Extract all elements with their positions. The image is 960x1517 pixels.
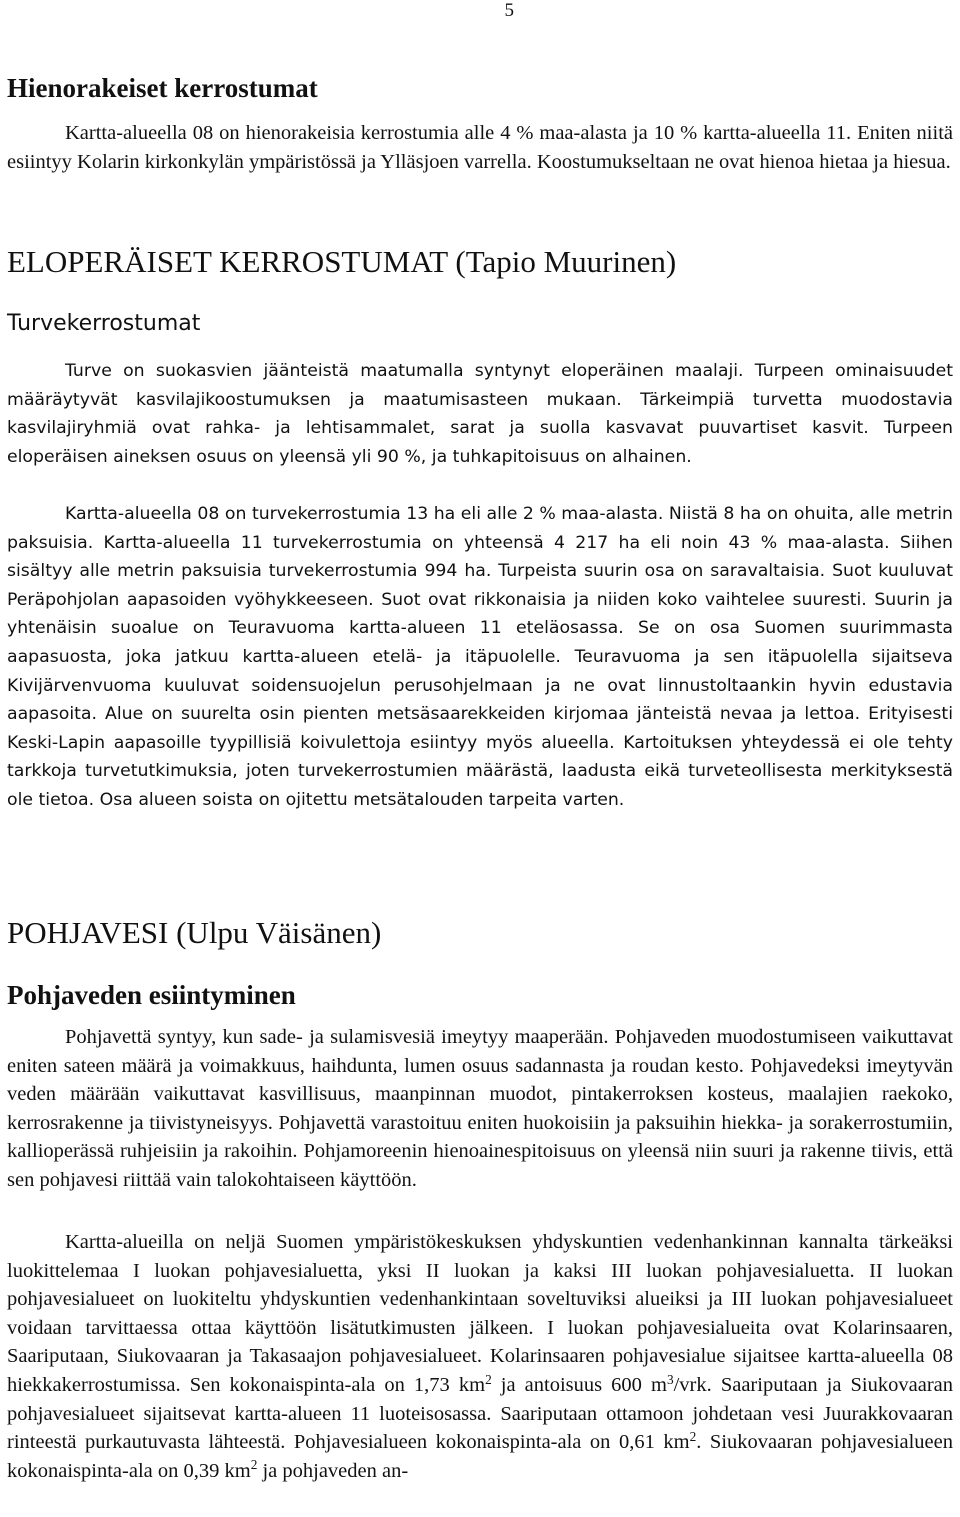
superscript: 2	[250, 1457, 258, 1473]
text-segment: . Siukovaaran pohjavesialueen kokonaispinta-ala on 0,39 km	[7, 1431, 953, 1482]
subheading-pohjaveden-esiintyminen: Pohjaveden esiintyminen	[7, 980, 296, 1010]
subheading-turvekerrostumat: Turvekerrostumat	[7, 311, 201, 336]
page-number: 5	[504, 0, 514, 21]
heading-eloperaiset: ELOPERÄISET KERROSTUMAT (Tapio Muurinen)	[7, 244, 677, 279]
superscript: 2	[485, 1371, 492, 1387]
paragraph-turve-2: Kartta-alueella 08 on turvekerrostumia 13 ha eli alle 2 % maa-alasta. Niistä 8 ha on ohuita, alle metrin paksuisia. Kartta-alueella 11 turvekerrostumia on yhteensä 4 217 ha eli noin 43 % maa-alasta. Siihen sisältyy alle metrin paksuisia turvekerrostumia 994 ha. Turpeista suurin osa on saravaltaisia. Suot kuuluvat Peräpohjolan aapasoiden vyöhykkeeseen. Suot ovat rikkonaisia ja niiden koko vaihtelee suuresti. Suurin ja yhtenäisin suoalue on Teuravuoma kartta-alueen 11 eteläosassa. Se on osa Suomen suurimmasta aapasuosta, joka jatkuu kartta-alueen etelä- ja itäpuolelle. Teuravuoma ja sen itäpuolella sijaitseva Kivijärvenvuoma kuuluvat soidensuojelun perusohjelmaan ja ne ovat linnustoltaankin hyvin edustavia aapasoita. Alue on suurelta osin pienten metsäsaarekkeiden kirjomaa jänteistä nevaa ja lettoa. Erityisesti Keski-Lapin aapasoille tyypillisiä koivulettoja esiintyy myös alueella. Kartoituksen yhteydessä ei ole tehty tarkkoja turvetutkimuksia, joten turvekerrostumien määrästä, laadusta eikä turveteollisesta merkityksestä ole tietoa. Osa alueen soista on ojitettu metsätalouden tarpeita varten.	[7, 504, 953, 810]
text-segment: ja antoisuus 600 m	[491, 1373, 667, 1396]
paragraph-pohjavesi-1: Pohjavettä syntyy, kun sade- ja sulamisvesiä imeytyy maaperään. Pohjaveden muodostumiseen vaikuttavat eniten sateen määrä ja voimakkuus, haihdunta, lumen osuus sadannasta ja roudan kesto. Pohjavedeksi imeytyvän veden määrään vaikuttavat kasvillisuus, maanpinnan muodot, pintakerroksen kosteus, maalajien raekoko, kerrosrakenne ja tiivistyneisyys. Pohjavettä varastoituu eniten huokoisiin ja paksuihin hiekka- ja sorakerrostumiin, kallioperässä ruhjeisiin ja rakoihin. Pohjamoreenin hienoainespitoisuus on yleensä niin suuri ja rakenne tiivis, että sen pohjavesi riittää vain talokohtaiseen käyttöön.	[7, 1026, 953, 1191]
superscript: 3	[666, 1371, 674, 1387]
text-segment: /vrk. Saariputaan ja Siukovaaran pohjavesialueet sijaitsevat kartta-alueen 11 luoteisosassa. Saariputaan ottamoon johdetaan vesi Juurakkovaaran rinteestä purkautuvasta lähteestä. Pohjavesialueen kokonaispinta-ala on 0,61 km	[7, 1373, 954, 1454]
paragraph-pohjavesi-2	[7, 1228, 953, 1485]
heading-hienorakeiset: Hienorakeiset kerrostumat	[7, 73, 318, 103]
text-segment: Kartta-alueilla on neljä Suomen ympäristökeskuksen yhdyskuntien vedenhankinnan kannalta tärkeäksi luokittelemaa I luokan pohjavesialuetta, yksi II luokan ja kaksi III luokan pohjavesialuetta. II luokan pohjavesialueet on luokiteltu yhdyskuntien vedenhankintaan soveltuviksi alueiksi ja III luokan pohjavesialueet voidaan tarvittaessa ottaa käyttöön lisätutkimusten jälkeen. I luokan pohjavesialueita ovat Kolarinsaaren, Saariputaan, Siukovaaran ja Takasaajon pohjavesialueet. Kolarinsaaren pohjavesialue sijaitsee kartta-alueella 08 hiekkakerrostumissa. Sen kokonaispinta-ala on 1,73 km	[7, 1231, 953, 1396]
paragraph-turve-1: Turve on suokasvien jäänteistä maatumalla syntynyt eloperäinen maalaji. Turpeen ominaisuudet määräytyvät kasvilajikoostumuksen ja maatumisasteen mukaan. Tärkeimpiä turvetta muodostavia kasvilajiryhmiä ovat rahka- ja lehtisammalet, sarat ja suolla kasvavat puuvartiset kasvit. Turpeen eloperäisen aineksen osuus on yleensä yli 90 %, ja tuhkapitoisuus on alhainen.	[7, 361, 953, 467]
text-segment: ja pohjaveden an-	[257, 1459, 409, 1482]
heading-pohjavesi: POHJAVESI (Ulpu Väisänen)	[7, 915, 382, 950]
superscript: 2	[689, 1428, 697, 1444]
paragraph-hienorakeiset: Kartta-alueella 08 on hienorakeisia kerrostumia alle 4 % maa-alasta ja 10 % kartta-alueella 11. Eniten niitä esiintyy Kolarin kirkonkylän ympäristössä ja Ylläsjoen varrella. Koostumukseltaan ne ovat hienoa hietaa ja hiesua.	[7, 122, 953, 173]
